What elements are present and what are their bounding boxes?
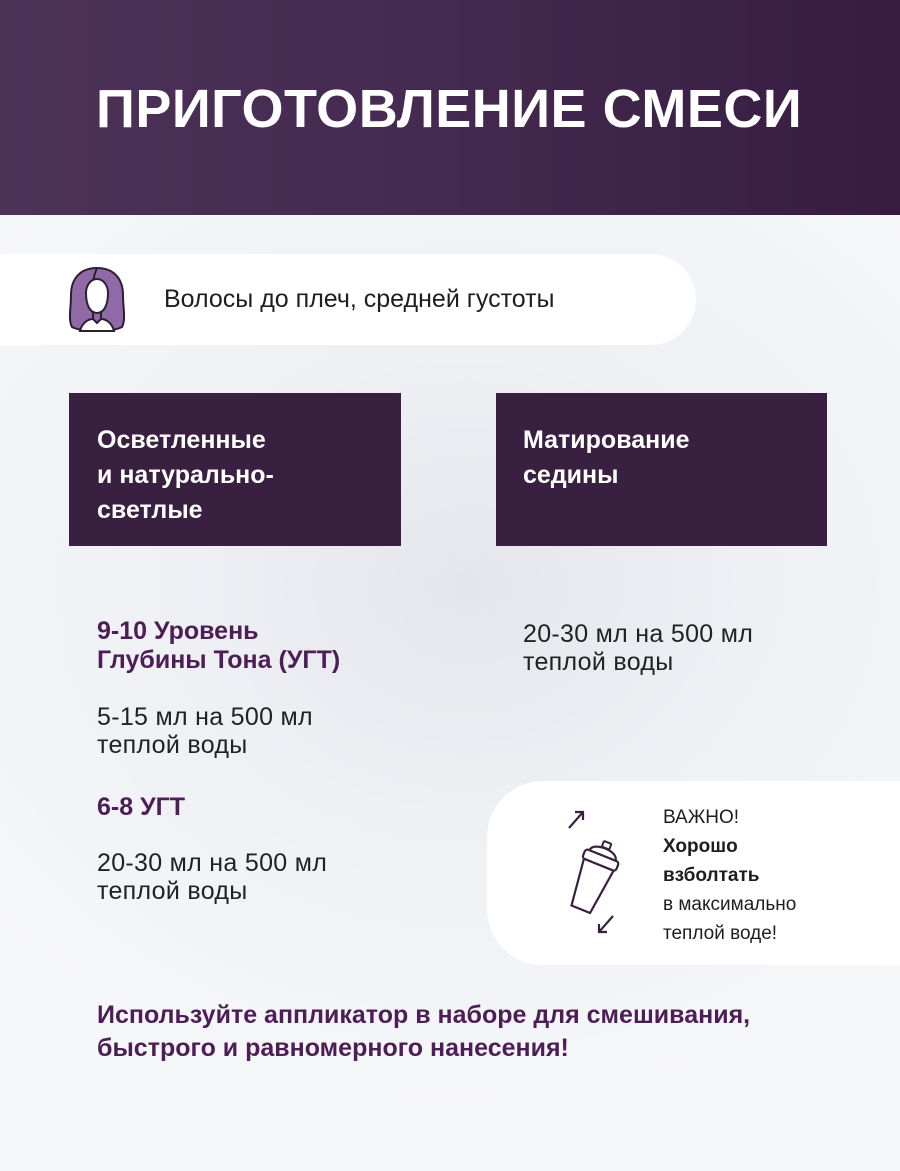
hair-info-text: Волосы до плеч, средней густоты bbox=[164, 285, 555, 313]
category-box-lightened bbox=[69, 393, 401, 546]
category-line: и натурально- bbox=[97, 461, 274, 489]
shaker-icon bbox=[555, 808, 633, 938]
category-line: светлые bbox=[97, 496, 203, 524]
category-box-gray-coverage bbox=[496, 393, 827, 546]
header-banner bbox=[0, 0, 900, 215]
category-line: седины bbox=[523, 461, 619, 489]
category-line: Осветленные bbox=[97, 426, 266, 454]
dosage-text: 5-15 мл на 500 мл теплой воды bbox=[97, 703, 313, 759]
category-line: Матирование bbox=[523, 426, 690, 454]
footer-note: Используйте аппликатор в наборе для смешивания, быстрого и равномерного нанесения! bbox=[97, 1001, 751, 1062]
dosage-text: 20-30 мл на 500 мл теплой воды bbox=[97, 849, 328, 905]
hair-icon bbox=[66, 265, 128, 333]
page-title: ПРИГОТОВЛЕНИЕ СМЕСИ bbox=[96, 79, 803, 139]
notice-text: ВАЖНО! Хорошо взболтать в максимально теплой воде! bbox=[663, 807, 797, 944]
tone-level-heading: 6-8 УГТ bbox=[97, 793, 186, 821]
dosage-text: 20-30 мл на 500 мл теплой воды bbox=[523, 620, 754, 676]
tone-level-heading: 9-10 Уровень Глубины Тона (УГТ) bbox=[97, 617, 341, 674]
